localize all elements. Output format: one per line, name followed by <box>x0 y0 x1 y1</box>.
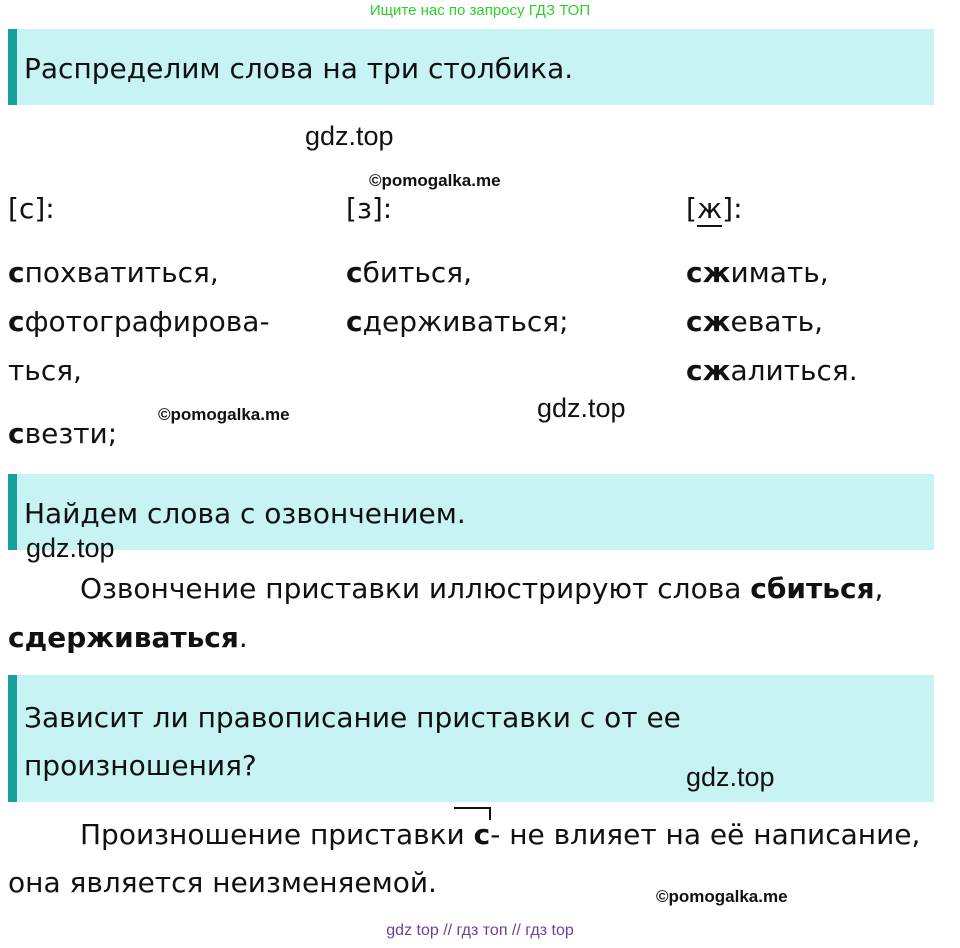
word-z-2: сдерживаться; <box>346 305 569 338</box>
bracket-close: ]: <box>722 192 743 225</box>
task-title-3-line-2: произношения? <box>24 749 257 782</box>
bracket-open: [ <box>346 192 357 225</box>
word-s-2: сфотографирова- <box>8 305 270 338</box>
word-z-1: сбиться, <box>346 256 473 289</box>
task-box-1 <box>8 29 934 105</box>
task-title-2: Найдем слова с озвончением. <box>24 497 466 530</box>
header-letter: з <box>356 192 372 225</box>
task-title-1: Распределим слова на три столбика. <box>24 52 574 85</box>
word-s-1: спохватиться, <box>8 256 219 289</box>
watermark-pomogalka: ©pomogalka.me <box>369 171 501 190</box>
watermark-gdz: gdz.top <box>537 393 626 423</box>
column-header-s <box>8 192 55 225</box>
prefix-letter: с <box>474 818 491 851</box>
header-letter: с <box>18 192 35 225</box>
task-box-2 <box>8 474 934 550</box>
column-header-zh <box>686 192 743 225</box>
watermark-gdz: gdz.top <box>26 533 115 563</box>
header-letter-underlined: ж <box>696 192 723 225</box>
answer-2-line-1: Озвончение приставки иллюстрируют слова сбиться, <box>80 572 884 605</box>
task-box-accent-bar <box>8 474 17 550</box>
answer-2-line-2: сдерживаться. <box>8 621 248 654</box>
answer-3-line-2: она является неизменяемой. <box>8 866 437 899</box>
word-s-2-continuation: ться, <box>8 354 82 387</box>
answer-3-line-1: Произношение приставки с - не влияет на её написание, <box>80 818 920 851</box>
top-banner: Ищите нас по запросу ГДЗ ТОП <box>369 2 591 19</box>
footer-links: gdz top // гдз топ // гдз top <box>386 922 574 939</box>
word-s-3: свезти; <box>8 417 118 450</box>
word-zh-3: сжалиться. <box>686 354 858 387</box>
bracket-close: ]: <box>371 192 393 225</box>
task-box-3 <box>8 675 934 802</box>
watermark-gdz: gdz.top <box>305 121 394 151</box>
task-box-accent-bar <box>8 675 17 802</box>
bracket-close: ]: <box>34 192 55 225</box>
watermark-pomogalka: ©pomogalka.me <box>158 405 290 424</box>
bracket-open: [ <box>8 192 19 225</box>
bracket-open: [ <box>686 192 697 225</box>
prefix-mark-icon <box>454 804 494 824</box>
watermark-pomogalka: ©pomogalka.me <box>656 887 788 906</box>
task-title-3-line-1: Зависит ли правописание приставки с от ее <box>24 701 681 734</box>
column-header-z <box>346 192 392 225</box>
task-box-accent-bar <box>8 29 17 105</box>
word-zh-2: сжевать, <box>686 305 824 338</box>
watermark-gdz: gdz.top <box>686 762 775 792</box>
word-zh-1: сжимать, <box>686 256 829 289</box>
